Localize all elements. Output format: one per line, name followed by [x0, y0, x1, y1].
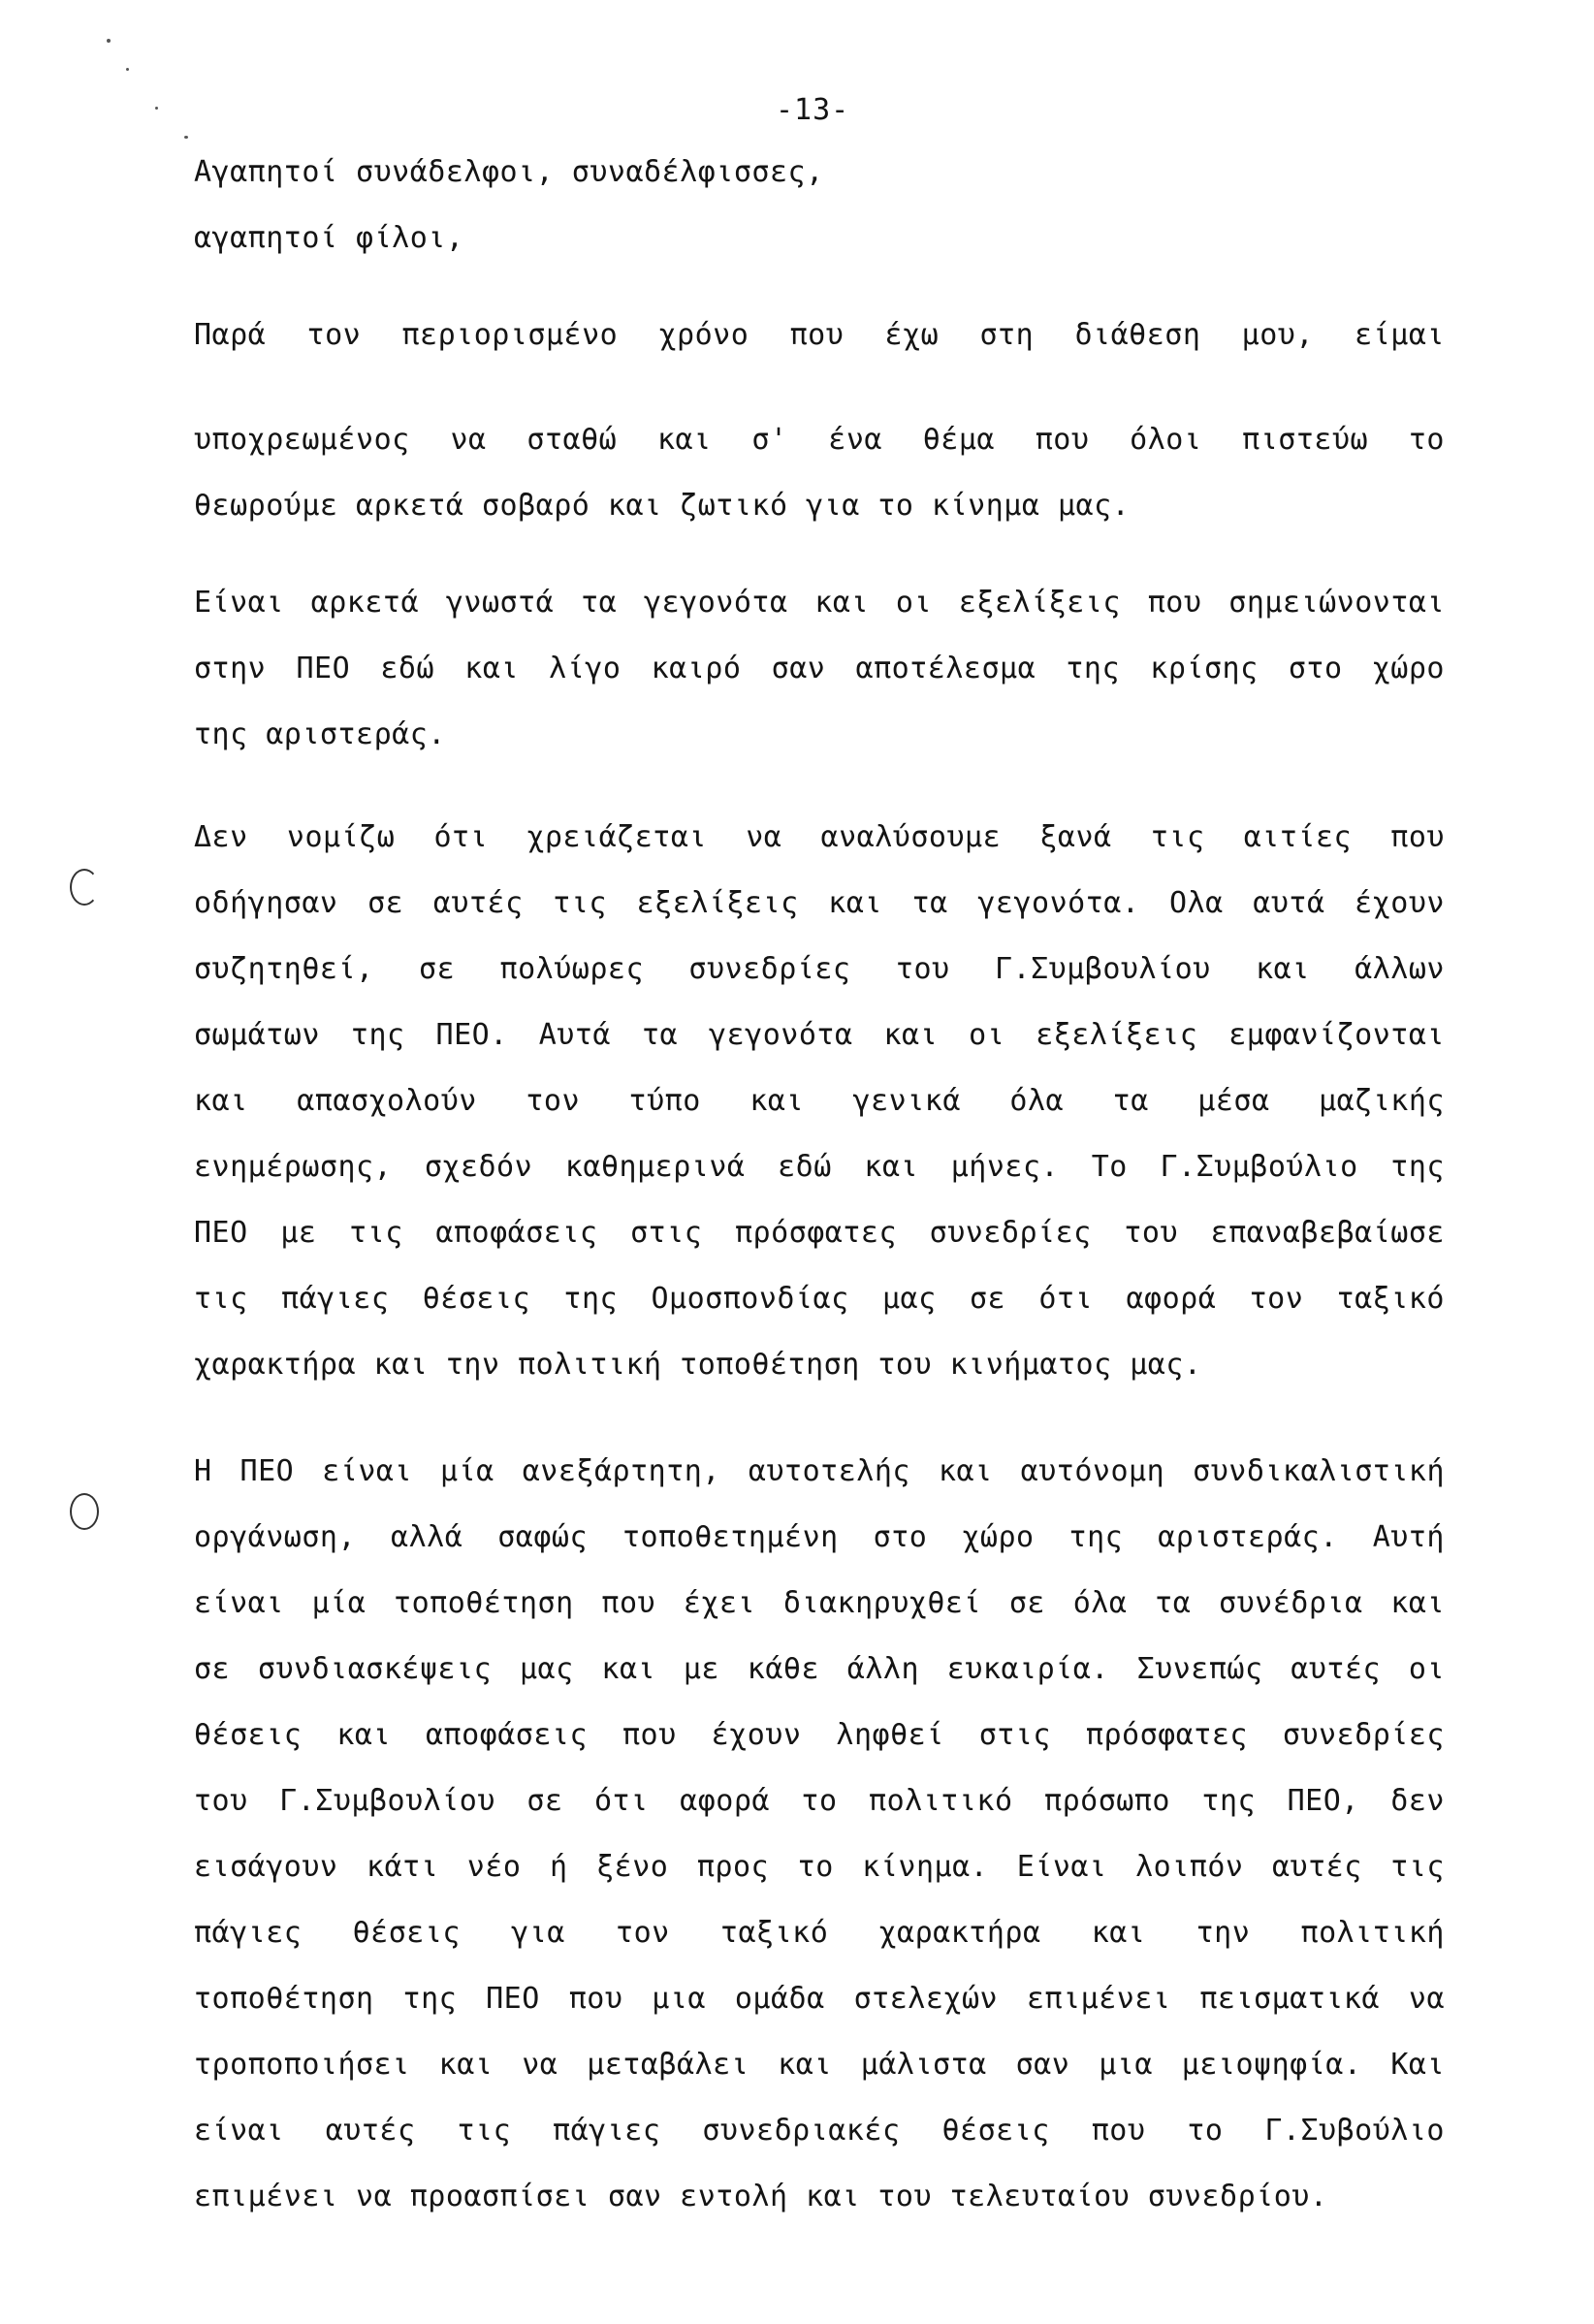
text-line: είναι αυτές τις πάγιες συνεδριακές θέσεις που το Γ.Συβούλιο	[194, 2114, 1445, 2148]
text-line: επιμένει να προασπίσει σαν εντολή και του τελευταίου συνεδρίου.	[194, 2180, 1328, 2213]
text-line: Είναι αρκετά γνωστά τα γεγονότα και οι εξελίξεις που σημειώνονται	[194, 586, 1445, 620]
scan-speck	[155, 107, 158, 110]
text-line: του Γ.Συμβουλίου σε ότι αφορά το πολιτικό πρόσωπο της ΠΕΟ, δεν	[194, 1784, 1445, 1818]
text-line: στην ΠΕΟ εδώ και λίγο καιρό σαν αποτέλεσμα της κρίσης στο χώρο	[194, 652, 1445, 685]
text-line: τοποθέτηση της ΠΕΟ που μια ομάδα στελεχών επιμένει πεισματικά να	[194, 1982, 1445, 2016]
text-line: εισάγουν κάτι νέο ή ξένο προς το κίνημα. Είναι λοιπόν αυτές τις	[194, 1850, 1445, 1884]
page-number: -13-	[776, 93, 850, 127]
text-line: υποχρεωμένος να σταθώ και σ' ένα θέμα που όλοι πιστεύω το	[194, 423, 1445, 457]
punch-hole-mark	[70, 869, 99, 906]
text-line: σε συνδιασκέψεις μας και με κάθε άλλη ευκαιρία. Συνεπώς αυτές οι	[194, 1652, 1445, 1686]
salutation-line: αγαπητοί φίλοι,	[194, 221, 464, 255]
text-line: Η ΠΕΟ είναι μία ανεξάρτητη, αυτοτελής και αυτόνομη συνδικαλιστική	[194, 1454, 1445, 1488]
punch-hole-mark	[70, 1493, 99, 1530]
text-line: σωμάτων της ΠΕΟ. Αυτά τα γεγονότα και οι εξελίξεις εμφανίζονται	[194, 1018, 1445, 1052]
salutation-line: Αγαπητοί συνάδελφοι, συναδέλφισσες,	[194, 155, 824, 189]
text-line: είναι μία τοποθέτηση που έχει διακηρυχθεί σε όλα τα συνέδρια και	[194, 1586, 1445, 1620]
text-line: οδήγησαν σε αυτές τις εξελίξεις και τα γεγονότα. Ολα αυτά έχουν	[194, 886, 1445, 920]
text-line: θεωρούμε αρκετά σοβαρό και ζωτικό για το κίνημα μας.	[194, 489, 1131, 523]
scan-speck	[184, 136, 188, 139]
text-line: Παρά τον περιορισμένο χρόνο που έχω στη διάθεση μου, είμαι	[194, 318, 1445, 352]
text-line: Δεν νομίζω ότι χρειάζεται να αναλύσουμε ξανά τις αιτίες που	[194, 820, 1445, 854]
scan-speck	[107, 39, 111, 43]
text-line: συζητηθεί, σε πολύωρες συνεδρίες του Γ.Συμβουλίου και άλλων	[194, 952, 1445, 986]
text-line: τις πάγιες θέσεις της Ομοσπονδίας μας σε ότι αφορά τον ταξικό	[194, 1282, 1445, 1316]
text-line: της αριστεράς.	[194, 717, 446, 751]
text-line: και απασχολούν τον τύπο και γενικά όλα τα μέσα μαζικής	[194, 1084, 1445, 1118]
scan-speck	[126, 68, 129, 71]
text-line: θέσεις και αποφάσεις που έχουν ληφθεί στις πρόσφατες συνεδρίες	[194, 1718, 1445, 1752]
text-line: πάγιες θέσεις για τον ταξικό χαρακτήρα και την πολιτική	[194, 1916, 1445, 1950]
text-line: τροποποιήσει και να μεταβάλει και μάλιστα σαν μια μειοψηφία. Και	[194, 2048, 1445, 2082]
text-line: οργάνωση, αλλά σαφώς τοποθετημένη στο χώρο της αριστεράς. Αυτή	[194, 1520, 1445, 1554]
text-line: ενημέρωσης, σχεδόν καθημερινά εδώ και μήνες. Το Γ.Συμβούλιο της	[194, 1150, 1445, 1184]
text-line: ΠΕΟ με τις αποφάσεις στις πρόσφατες συνεδρίες του επαναβεβαίωσε	[194, 1216, 1445, 1250]
text-line: χαρακτήρα και την πολιτική τοποθέτηση του κινήματος μας.	[194, 1348, 1202, 1382]
